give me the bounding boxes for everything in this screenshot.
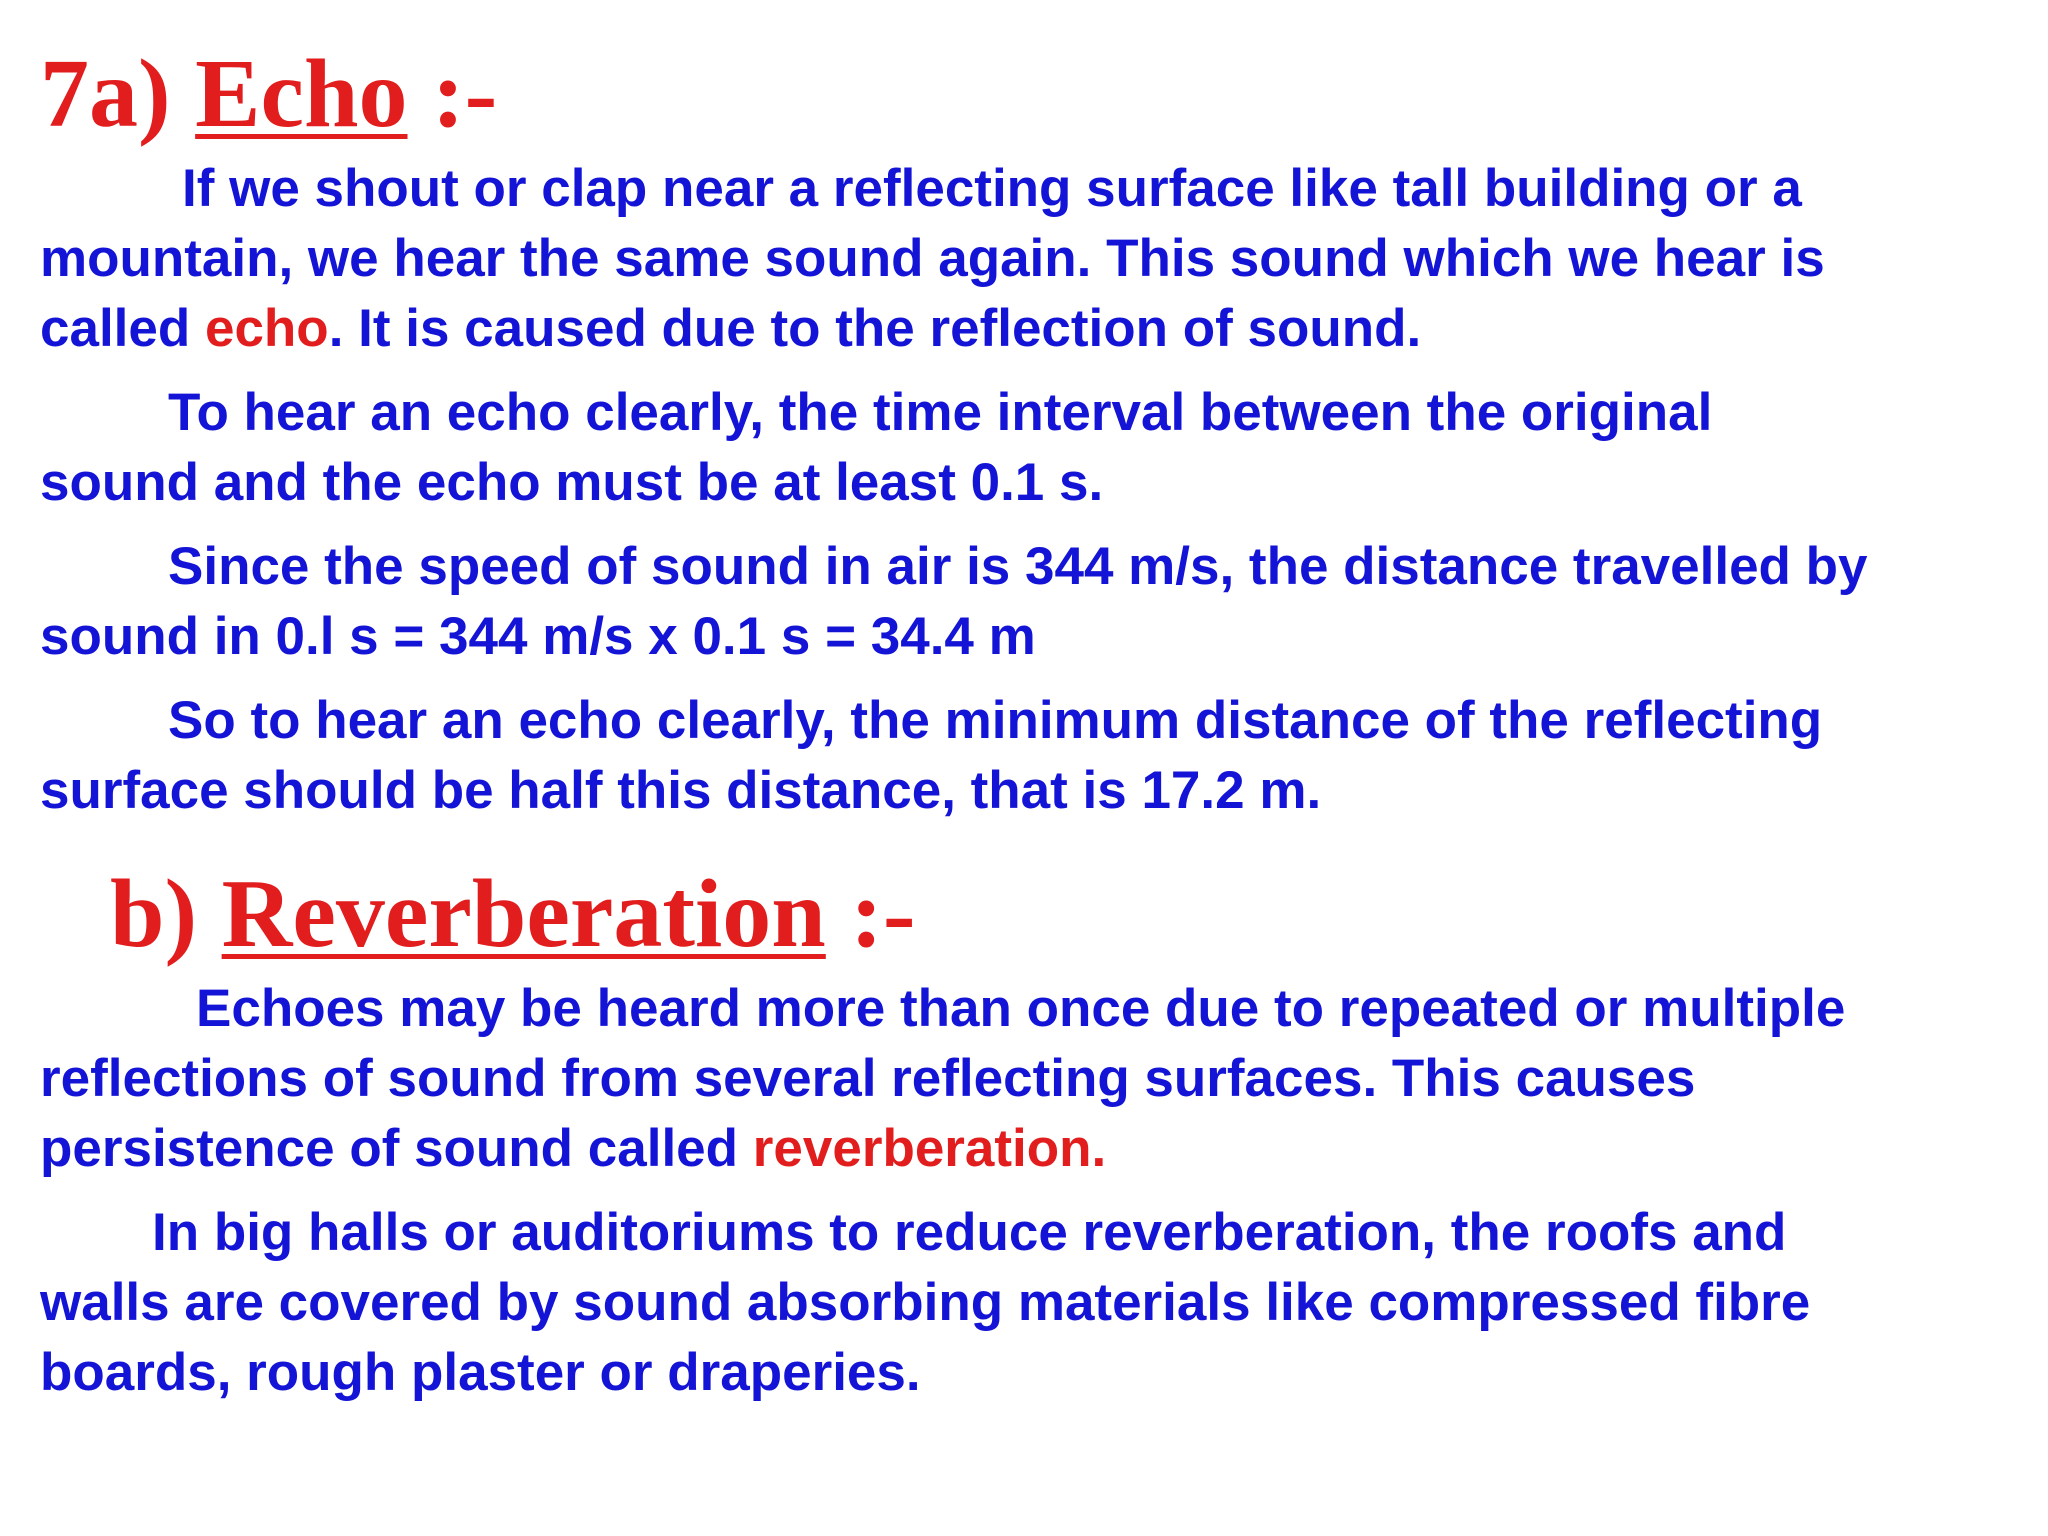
reverberation-paragraph-1 <box>40 974 2008 1184</box>
echo-heading-prefix: 7a) <box>40 40 196 148</box>
echo-p1-line-1: If we shout or clap near a reflecting surface like tall building or a <box>182 159 1802 218</box>
reverberation-term: reverberation. <box>752 1119 1107 1178</box>
reverb-p1-line-3-start: persistence of sound called <box>40 1119 753 1178</box>
echo-heading-suffix: :- <box>407 40 498 148</box>
reverb-p2-line-1: In big halls or auditoriums to reduce reverberation, the roofs and <box>152 1203 1787 1262</box>
echo-p1-line-3-end: . It is caused due to the reflection of sound. <box>328 299 1422 358</box>
echo-p2-line-1: To hear an echo clearly, the time interval between the original <box>168 383 1713 442</box>
echo-p3-line-1: Since the speed of sound in air is 344 m/s, the distance travelled by <box>168 537 1868 596</box>
reverb-p1-line-2: reflections of sound from several reflecting surfaces. This causes <box>40 1049 1696 1108</box>
reverb-p1-line-1: Echoes may be heard more than once due to repeated or multiple <box>196 979 1846 1038</box>
echo-paragraph-4 <box>40 686 2008 826</box>
echo-p1-line-3-start: called <box>40 299 205 358</box>
echo-p2-line-2: sound and the echo must be at least 0.1 s. <box>40 453 1104 512</box>
reverb-p2-line-2: walls are covered by sound absorbing materials like compressed fibre <box>40 1273 1811 1332</box>
echo-heading <box>40 38 2008 150</box>
echo-term: echo <box>204 299 329 358</box>
echo-p4-line-2: surface should be half this distance, that is 17.2 m. <box>40 761 1322 820</box>
reverberation-heading-title: Reverberation <box>221 860 826 968</box>
reverberation-heading-prefix: b) <box>110 860 222 968</box>
echo-p4-line-1: So to hear an echo clearly, the minimum distance of the reflecting <box>168 691 1823 750</box>
echo-paragraph-2 <box>40 378 2008 518</box>
reverb-p2-line-3: boards, rough plaster or draperies. <box>40 1343 921 1402</box>
echo-p1-line-2: mountain, we hear the same sound again. This sound which we hear is <box>40 229 1825 288</box>
reverberation-heading <box>40 858 2008 970</box>
reverberation-paragraph-2 <box>40 1198 2008 1408</box>
echo-p3-line-2: sound in 0.l s = 344 m/s x 0.1 s = 34.4 m <box>40 607 1036 666</box>
echo-paragraph-1 <box>40 154 2008 364</box>
echo-heading-title: Echo <box>195 40 408 148</box>
reverberation-heading-suffix: :- <box>825 860 916 968</box>
echo-paragraph-3 <box>40 532 2008 672</box>
